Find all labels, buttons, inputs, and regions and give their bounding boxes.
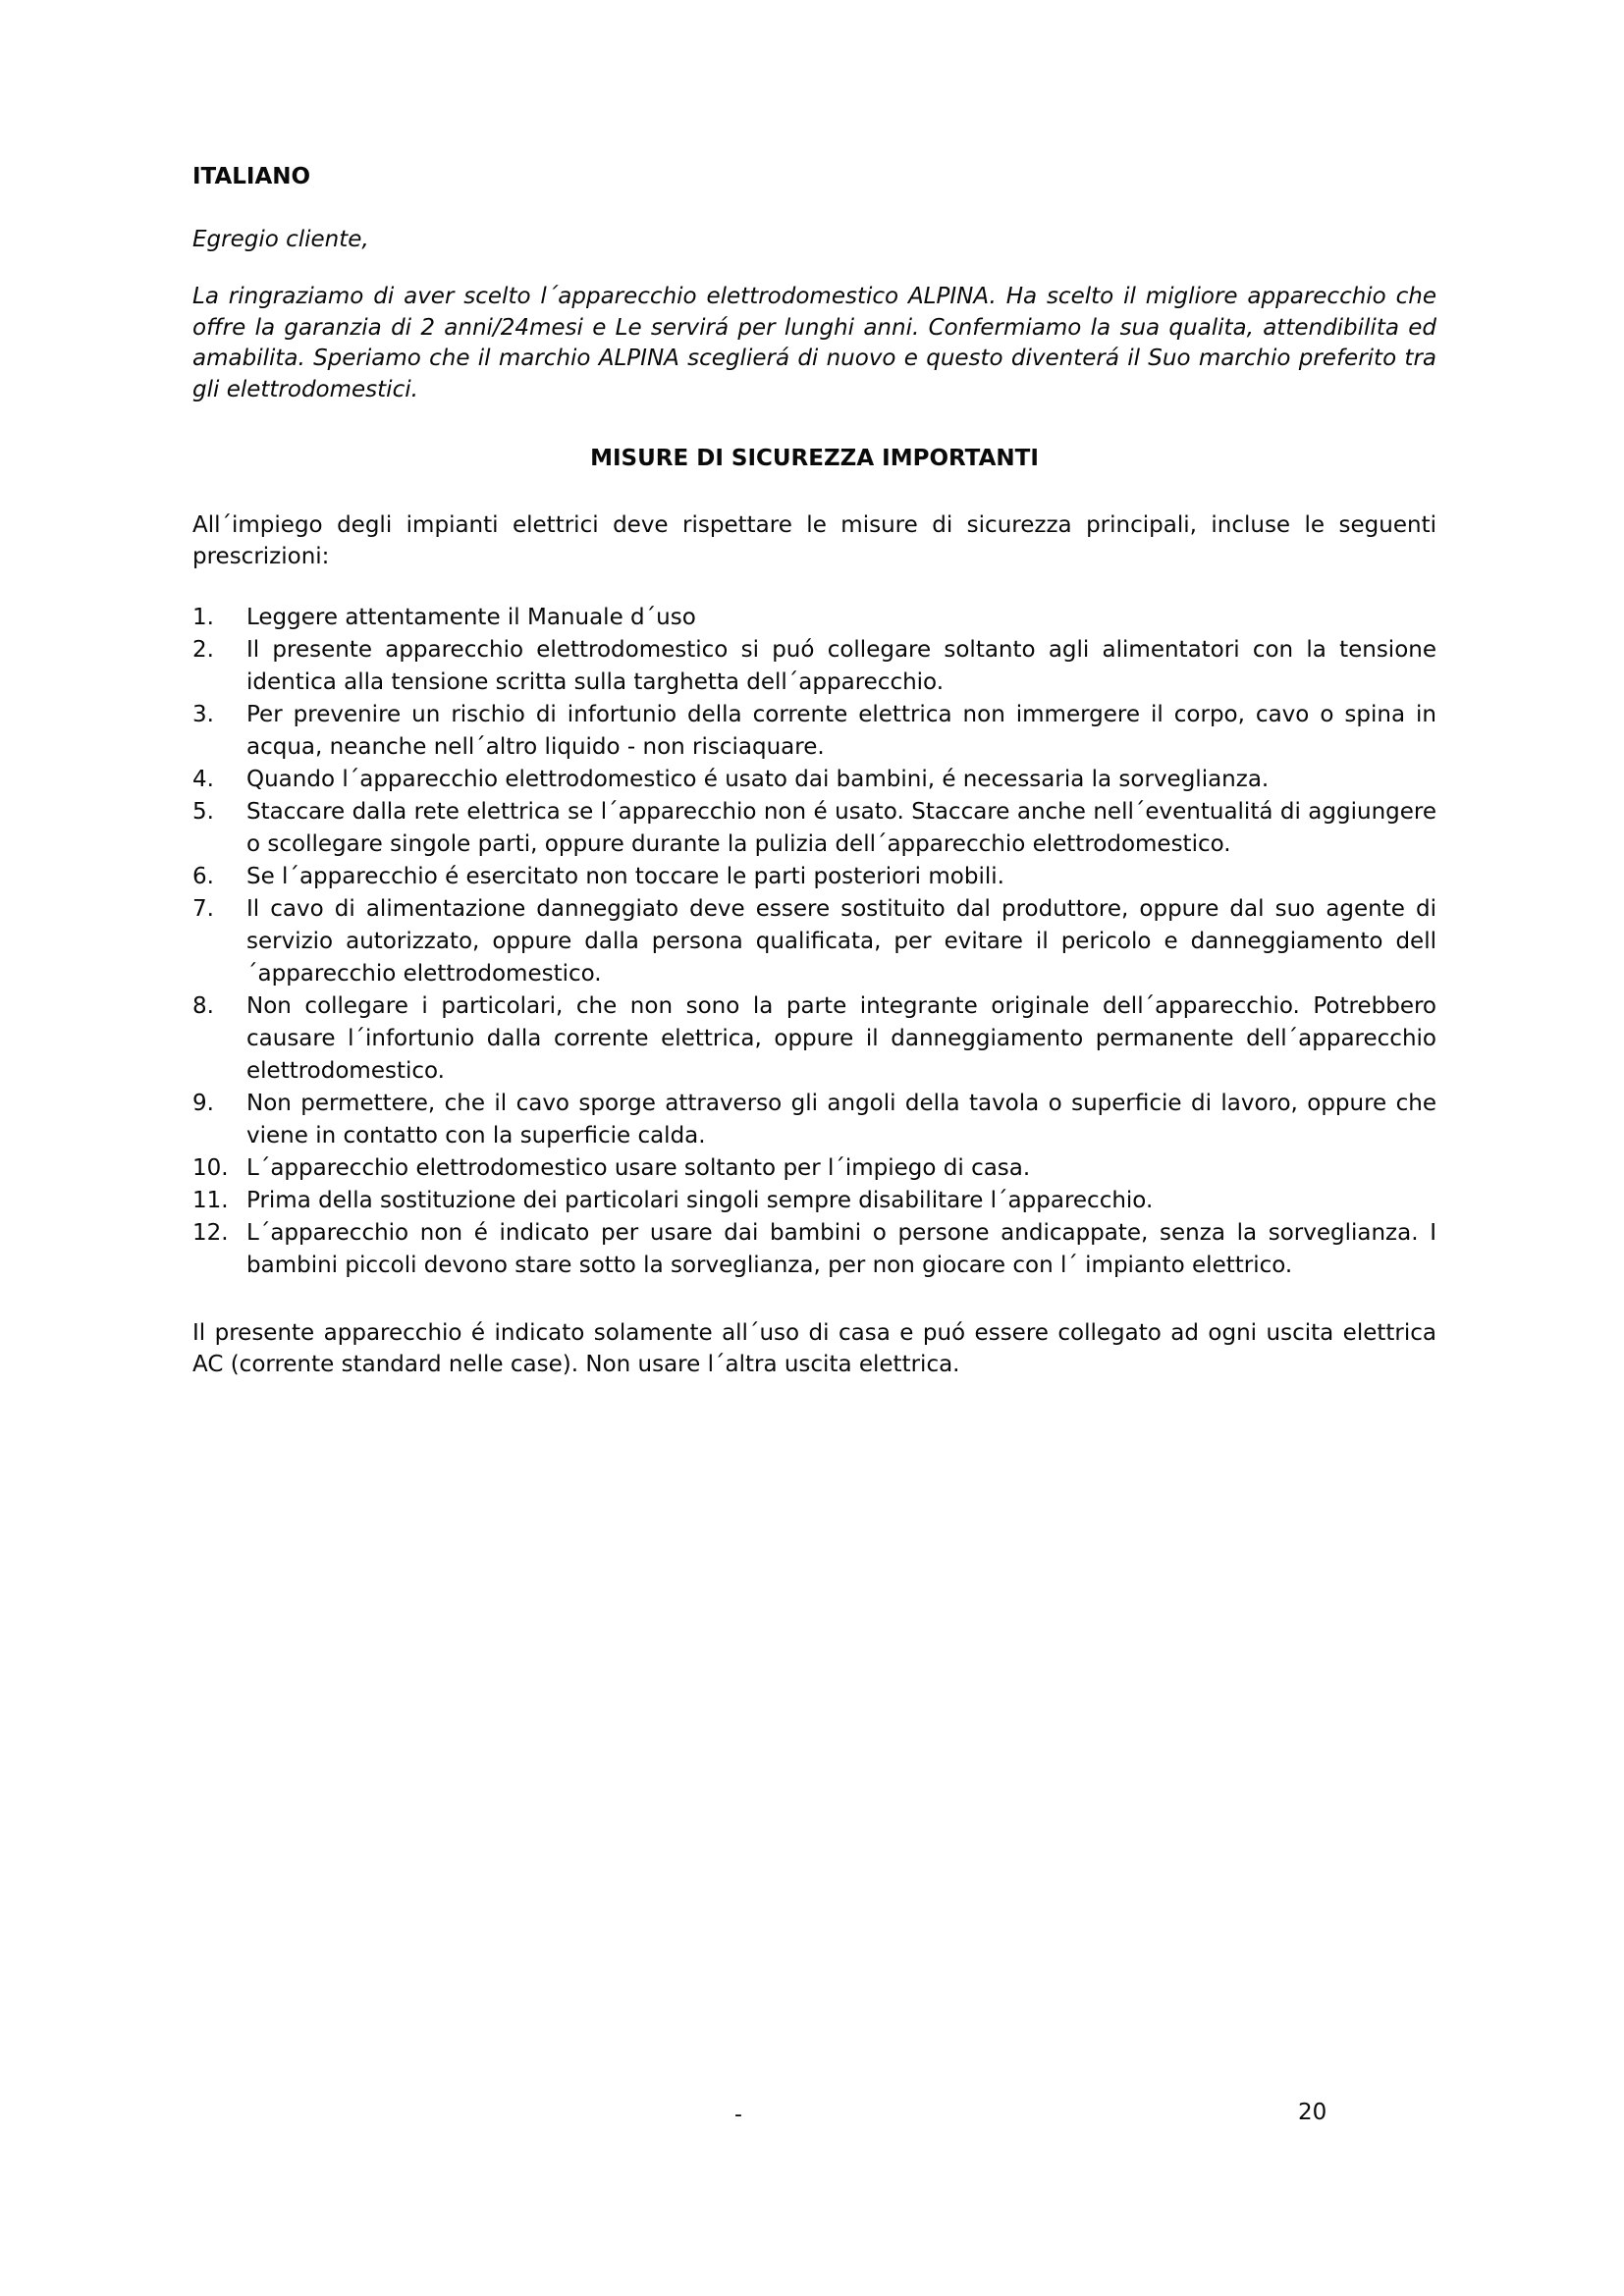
list-item-number: 8. [192,993,214,1019]
list-item-number: 7. [192,896,214,922]
list-item-number: 1. [192,605,214,630]
page-content [192,162,1436,1380]
list-item-text: Non permettere, che il cavo sporge attraverso gli angoli della tavola o superficie di lavoro, oppure che viene in contatto con la superficie calda. [246,1091,1436,1148]
list-item-number: 10. [192,1155,229,1181]
safety-list-item [192,1152,1436,1185]
list-item-text: Non collegare i particolari, che non sono la parte integrante originale dell´apparecchio. Potrebbero causare l´infortunio dalla corrente elettrica, oppure il danneggiamento permanente dell´apparecchio elettrodomestico. [246,993,1436,1084]
safety-list-item [192,990,1436,1088]
list-item-text: Il cavo di alimentazione danneggiato deve essere sostituito dal produttore, oppure dal suo agente di servizio autorizzato, oppure dalla persona qualificata, per evitare il pericolo e danneggiamento dell´apparecchio elettrodomestico. [246,896,1436,987]
safety-list-item [192,861,1436,893]
list-item-text: Leggere attentamente il Manuale d´uso [246,605,696,630]
list-item-number: 9. [192,1091,214,1116]
safety-list-item [192,796,1436,861]
closing-paragraph: Il presente apparecchio é indicato solamente all´uso di casa e puó essere collegato ad ogni uscita elettrica AC (corrente standard nelle case). Non usare l´altra uscita elettrica. [192,1320,1436,1377]
list-item-number: 4. [192,767,214,792]
salutation: Egregio cliente, [192,227,369,252]
safety-list-item [192,1217,1436,1282]
list-item-number: 3. [192,702,214,727]
safety-list-item [192,634,1436,699]
safety-list-item [192,893,1436,990]
list-item-number: 6. [192,864,214,889]
list-item-number: 12. [192,1220,229,1246]
safety-list-item [192,764,1436,796]
list-item-number: 11. [192,1188,229,1213]
section-title: MISURE DI SICUREZZA IMPORTANTI [590,446,1039,471]
intro-paragraph: La ringraziamo di aver scelto l´apparecchio elettrodomestico ALPINA. Ha scelto il migliore apparecchio che offre la garanzia di 2 anni/24mesi e Le servirá per lunghi anni. Confermiamo la sua qualita, attendibilita ed amabilita. Speriamo che il marchio ALPINA sceglierá di nuovo e questo diventerá il Suo marchio preferito tra gli elettrodomestici. [192,284,1436,402]
safety-list-item [192,602,1436,634]
list-item-number: 2. [192,637,214,663]
list-item-text: L´apparecchio non é indicato per usare dai bambini o persone andicappate, senza la sorveglianza. I bambini piccoli devono stare sotto la sorveglianza, per non giocare con l´ impianto elettrico. [246,1220,1436,1278]
page-number: 20 [1298,2100,1327,2125]
list-item-number: 5. [192,799,214,825]
language-heading: ITALIANO [192,164,311,189]
list-item-text: Prima della sostituzione dei particolari singoli sempre disabilitare l´apparecchio. [246,1188,1154,1213]
list-item-text: Quando l´apparecchio elettrodomestico é usato dai bambini, é necessaria la sorveglianza. [246,767,1270,792]
list-item-text: Staccare dalla rete elettrica se l´apparecchio non é usato. Staccare anche nell´eventualitá di aggiungere o scollegare singole parti, oppure durante la pulizia dell´apparecchio elettrodomestico. [246,799,1436,857]
list-item-text: Per prevenire un rischio di infortunio della corrente elettrica non immergere il corpo, cavo o spina in acqua, neanche nell´altro liquido - non risciaquare. [246,702,1436,760]
safety-list-item [192,699,1436,764]
section-intro: All´impiego degli impianti elettrici deve rispettare le misure di sicurezza principali, incluse le seguenti prescrizioni: [192,512,1436,569]
safety-list-item [192,1088,1436,1152]
list-item-text: Se l´apparecchio é esercitato non toccare le parti posteriori mobili. [246,864,1004,889]
list-item-text: Il presente apparecchio elettrodomestico si puó collegare soltanto agli alimentatori con la tensione identica alla tensione scritta sulla targhetta dell´apparecchio. [246,637,1436,695]
safety-instructions-list [192,602,1436,1282]
safety-list-item [192,1185,1436,1217]
list-item-text: L´apparecchio elettrodomestico usare soltanto per l´impiego di casa. [246,1155,1031,1181]
footer-separator: - [734,2103,742,2127]
